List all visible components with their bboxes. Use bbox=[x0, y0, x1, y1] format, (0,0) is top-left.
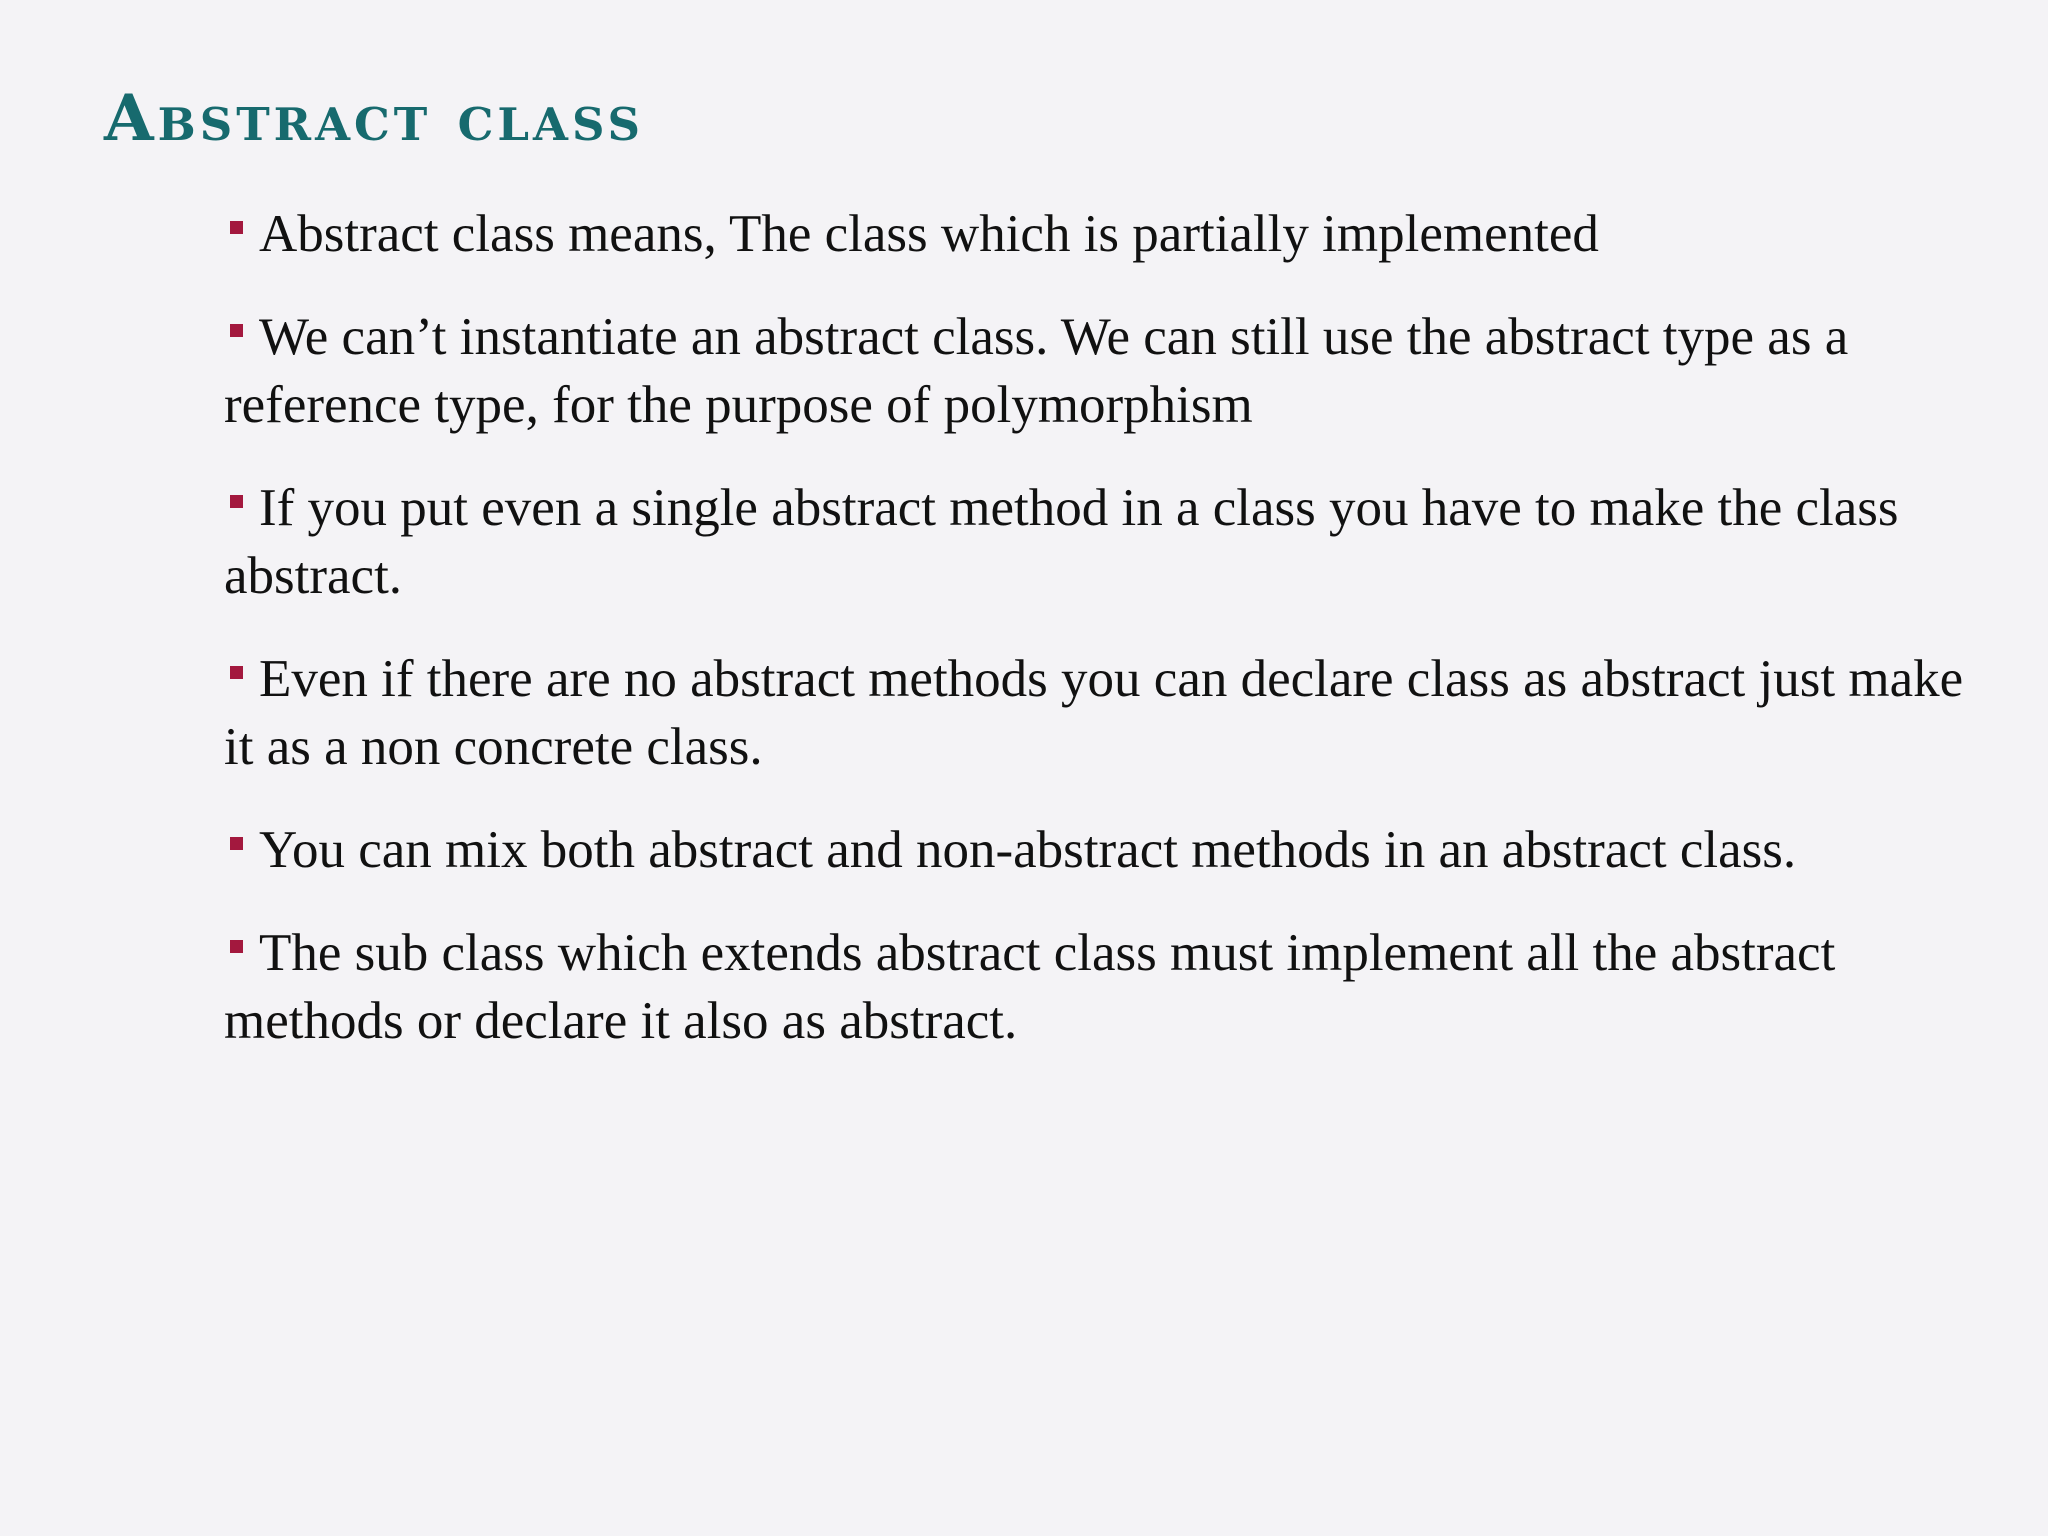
square-bullet-icon bbox=[230, 221, 243, 234]
bullet-list bbox=[224, 200, 1964, 1090]
bullet-item bbox=[224, 474, 1964, 610]
bullet-text: The sub class which extends abstract class must implement all the abstract methods or declare it also as abstract. bbox=[224, 924, 1836, 1050]
bullet-text: We can’t instantiate an abstract class. We can still use the abstract type as a reference type, for the purpose of polymorphism bbox=[224, 308, 1849, 434]
bullet-item bbox=[224, 303, 1964, 439]
bullet-text: You can mix both abstract and non-abstract methods in an abstract class. bbox=[259, 821, 1797, 879]
bullet-item bbox=[224, 919, 1964, 1055]
square-bullet-icon bbox=[230, 495, 243, 508]
bullet-text: Abstract class means, The class which is partially implemented bbox=[259, 205, 1599, 263]
bullet-item bbox=[224, 200, 1964, 268]
square-bullet-icon bbox=[230, 666, 243, 679]
bullet-text: If you put even a single abstract method in a class you have to make the class abstract. bbox=[224, 479, 1899, 605]
slide-title: Abstract class bbox=[104, 81, 644, 156]
square-bullet-icon bbox=[230, 324, 243, 337]
bullet-text: Even if there are no abstract methods you can declare class as abstract just make it as a non concrete class. bbox=[224, 650, 1964, 776]
square-bullet-icon bbox=[230, 837, 243, 850]
bullet-item bbox=[224, 645, 1964, 781]
bullet-item bbox=[224, 816, 1964, 884]
square-bullet-icon bbox=[230, 940, 243, 953]
